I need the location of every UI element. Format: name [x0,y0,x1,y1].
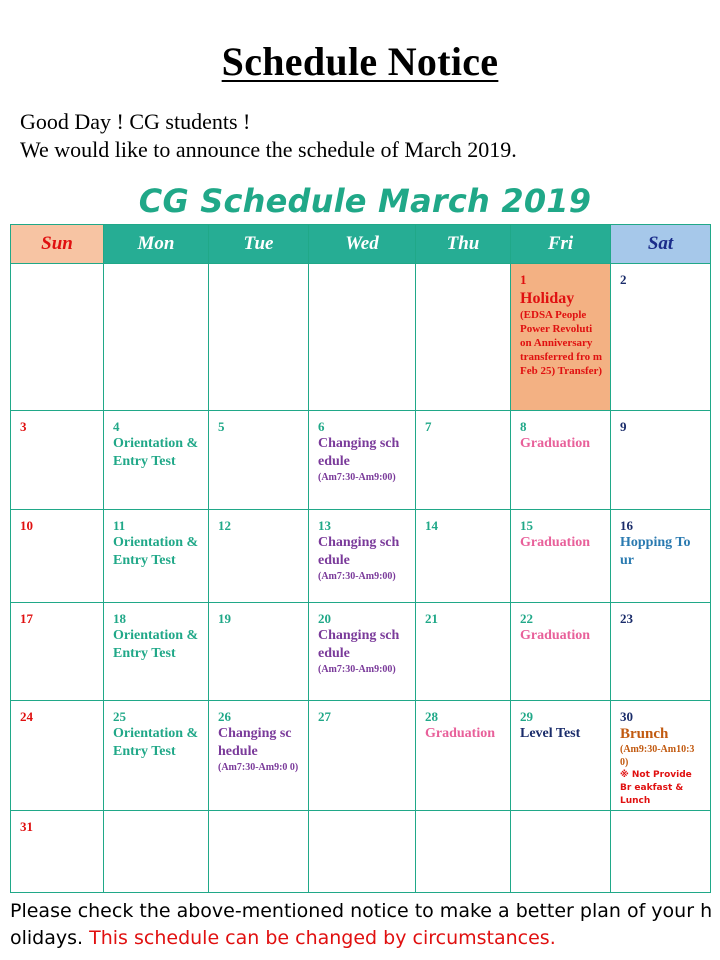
day-number: 4 [113,419,120,434]
day-cell-empty [11,264,104,411]
day-number: 22 [520,611,533,626]
day-number: 13 [318,518,331,533]
day-number: 6 [318,419,325,434]
holiday-title: Holiday [520,290,575,307]
day-cell-empty [416,264,511,411]
day-cell-empty [104,811,209,893]
day-cell-29 [511,701,611,811]
day-cell-14 [416,510,511,603]
day-cell-31 [11,811,104,893]
day-number: 19 [218,611,231,626]
week-row-5 [11,701,711,811]
notice-title: Schedule Notice [221,39,499,84]
event-orientation: Orientation & Entry Test [113,726,199,759]
event-changing-schedule: Changing sch edule [318,535,400,568]
weekday-mon: Mon [104,225,209,264]
day-number: 24 [20,709,33,724]
event-changing-time: (Am7:30-Am9:0 0) [218,762,299,773]
day-cell-empty [416,811,511,893]
day-cell-30 [611,701,711,811]
day-number: 2 [620,272,627,287]
weekday-header-row [11,225,711,264]
day-number: 10 [20,518,33,533]
day-number: 18 [113,611,126,626]
day-cell-8 [511,411,611,510]
day-cell-empty [309,811,416,893]
day-cell-15 [511,510,611,603]
event-orientation: Orientation & Entry Test [113,436,199,469]
greeting [20,108,517,164]
footer-note [10,898,714,952]
day-cell-4 [104,411,209,510]
day-number: 26 [218,709,231,724]
day-cell-19 [209,603,309,701]
day-number: 28 [425,709,438,724]
event-graduation: Graduation [520,628,591,643]
day-number: 20 [318,611,331,626]
day-cell-13 [309,510,416,603]
day-cell-empty [209,264,309,411]
event-level-test: Level Test [520,726,581,741]
day-cell-18 [104,603,209,701]
week-row-4 [11,603,711,701]
day-number: 21 [425,611,438,626]
day-cell-5 [209,411,309,510]
day-cell-22 [511,603,611,701]
event-changing-schedule: Changing sch edule [318,436,400,469]
weekday-fri: Fri [511,225,611,264]
footer-text: Please check the above-mentioned notice to make a better plan of your holidays. [10,900,713,949]
day-cell-2 [611,264,711,411]
day-cell-12 [209,510,309,603]
calendar-table [10,224,711,893]
day-number: 5 [218,419,225,434]
weekday-thu: Thu [416,225,511,264]
day-number: 27 [318,709,331,724]
event-graduation: Graduation [520,436,591,451]
day-cell-10 [11,510,104,603]
day-cell-26 [209,701,309,811]
event-changing-time: (Am7:30-Am9:00) [318,664,396,675]
day-cell-9 [611,411,711,510]
day-cell-23 [611,603,711,701]
event-orientation: Orientation & Entry Test [113,628,199,661]
greeting-line-2: We would like to announce the schedule of March 2019. [20,137,517,162]
day-number: 14 [425,518,438,533]
day-cell-empty [104,264,209,411]
day-number: 25 [113,709,126,724]
day-cell-28 [416,701,511,811]
day-number: 12 [218,518,231,533]
day-number: 23 [620,611,633,626]
day-number: 31 [20,819,33,834]
event-hopping-tour: Hopping To ur [620,535,691,568]
event-orientation: Orientation & Entry Test [113,535,199,568]
event-graduation: Graduation [520,535,591,550]
day-number: 16 [620,518,633,533]
week-row-3 [11,510,711,603]
day-cell-empty [611,811,711,893]
day-number: 29 [520,709,533,724]
footer-warning: This schedule can be changed by circumstances. [89,927,556,949]
day-number: 8 [520,419,527,434]
day-cell-3 [11,411,104,510]
day-cell-1 [511,264,611,411]
day-cell-20 [309,603,416,701]
day-cell-11 [104,510,209,603]
day-number: 9 [620,419,627,434]
day-number: 15 [520,518,533,533]
day-cell-21 [416,603,511,701]
event-graduation: Graduation [425,726,496,741]
week-row-2 [11,411,711,510]
weekday-sat: Sat [611,225,711,264]
day-cell-17 [11,603,104,701]
event-changing-schedule: Changing sc hedule [218,726,292,759]
day-cell-empty [511,811,611,893]
event-brunch: Brunch [620,726,669,742]
event-changing-time: (Am7:30-Am9:00) [318,571,396,582]
day-number: 17 [20,611,33,626]
event-brunch-note: ※ Not Provide Br eakfast & Lunch [620,770,692,806]
day-cell-24 [11,701,104,811]
event-changing-schedule: Changing sch edule [318,628,400,661]
day-cell-empty [209,811,309,893]
day-cell-27 [309,701,416,811]
notice-title-wrap [0,38,720,85]
week-row-1 [11,264,711,411]
weekday-wed: Wed [309,225,416,264]
day-number: 11 [113,518,126,533]
day-cell-16 [611,510,711,603]
greeting-line-1: Good Day ! CG students ! [20,109,251,134]
calendar-title: CG Schedule March 2019 [138,182,592,220]
day-cell-empty [309,264,416,411]
week-row-6 [11,811,711,893]
day-cell-6 [309,411,416,510]
event-changing-time: (Am7:30-Am9:00) [318,472,396,483]
event-brunch-time: (Am9:30-Am10:3 0) [620,744,695,768]
day-number: 3 [20,419,27,434]
day-number: 30 [620,709,633,724]
day-number: 1 [520,272,527,287]
day-cell-25 [104,701,209,811]
weekday-tue: Tue [209,225,309,264]
day-cell-7 [416,411,511,510]
holiday-description: (EDSA People Power Revoluti on Anniversary transferred fro m Feb 25) Transfer) [520,309,603,377]
weekday-sun: Sun [11,225,104,264]
day-number: 7 [425,419,432,434]
